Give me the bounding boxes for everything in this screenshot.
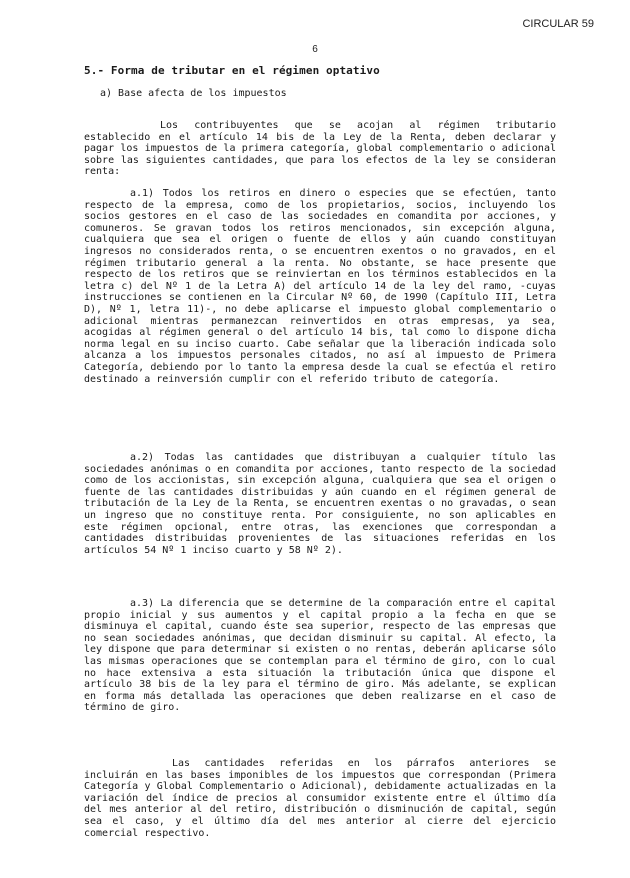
page-number: 6 — [312, 44, 318, 55]
circular-label: CIRCULAR 59 — [522, 18, 594, 30]
paragraph-a1: a.1) Todos los retiros en dinero o especies que se efectúen, tanto respecto de la empresa, como de los propietarios, socios, incluyendo los socios gestores en el caso de las sociedades en comandita por acciones, y comuneros. Se gravan todos los retiros mencionados, sin excepción alguna, cualquiera que sea el origen o fuente de ellos y aún cuando constituyan ingresos no considerados renta, o se encuentren exentos o no gravados, en el régimen tributario general a la renta. No obstante, se hace presente que respecto de los retiros que se reinviertan en los términos establecidos en la letra c) del Nº 1 de la Letra A) del artículo 14 de la ley del ramo, -cuyas instrucciones se contienen en la Circular Nº 60, de 1990 (Capítulo III, Letra D), Nº 1, letra 11)-, no debe aplicarse el impuesto global complementario o adicional mientras permanezcan reinvertidos en otras empresas, ya sea, acogidas al régimen general o del artículo 14 bis, tal como lo dispone dicha norma legal en su inciso cuarto. Cabe señalar que la liberación indicada solo alcanza a los impuestos personales citados, no así al impuesto de Primera Categoría, debiendo por lo tanto la empresa desde la cual se efectúa el retiro destinado a reinversión cumplir con el referido tributo de categoría. — [84, 188, 556, 385]
section-title: 5.- Forma de tributar en el régimen optativo — [84, 64, 380, 77]
paragraph-final: Las cantidades referidas en los párrafos anteriores se incluirán en las bases imponibles de los impuestos que correspondan (Primera Categoría y Global Complementario o Adicional), debidamente actualizadas en la variación del índice de precios al consumidor existente entre el último día del mes anterior al del retiro, distribución o disminución de capital, según sea el caso, y el último día del mes anterior al cierre del ejercicio comercial respectivo. — [84, 758, 556, 839]
paragraph-a2: a.2) Todas las cantidades que distribuyan a cualquier título las sociedades anónimas o en comandita por acciones, tanto respecto de la sociedad como de los accionistas, sin excepción alguna, cualquiera que sea el origen o fuente de las cantidades distribuidas y aún cuando en el régimen general de tributación de la Ley de la Renta, se encuentren exentas o no gravadas, o sean un ingreso que no constituye renta. Por consiguiente, no son aplicables en este régimen opcional, entre otras, las exenciones que correspondan a cantidades distribuidas provenientes de las situaciones referidas en los artículos 54 Nº 1 inciso cuarto y 58 Nº 2). — [84, 452, 556, 556]
intro-paragraph: Los contribuyentes que se acojan al régimen tributario establecido en el artículo 14 bis de la Ley de la Renta, deben declarar y pagar los impuestos de la primera categoría, global complementario o adicional sobre las siguientes cantidades, que para los efectos de la ley se consideran renta: — [84, 120, 556, 178]
paragraph-a3: a.3) La diferencia que se determine de la comparación entre el capital propio inicial y sus aumentos y el capital propio a la fecha en que se disminuya el capital, cuando éste sea superior, respecto de las empresas que no sean sociedades anónimas, que decidan disminuir su capital. Al efecto, la ley dispone que para determinar si existen o no rentas, deberán aplicarse sólo las mismas operaciones que se contemplan para el término de giro, con lo cual no hace extensiva a esta situación la tributación única que dispone el artículo 38 bis de la ley para el término de giro. Más adelante, se explican en forma más detallada las operaciones que deben realizarse en el caso de término de giro. — [84, 598, 556, 714]
subheading-base-afecta: a) Base afecta de los impuestos — [100, 88, 287, 99]
